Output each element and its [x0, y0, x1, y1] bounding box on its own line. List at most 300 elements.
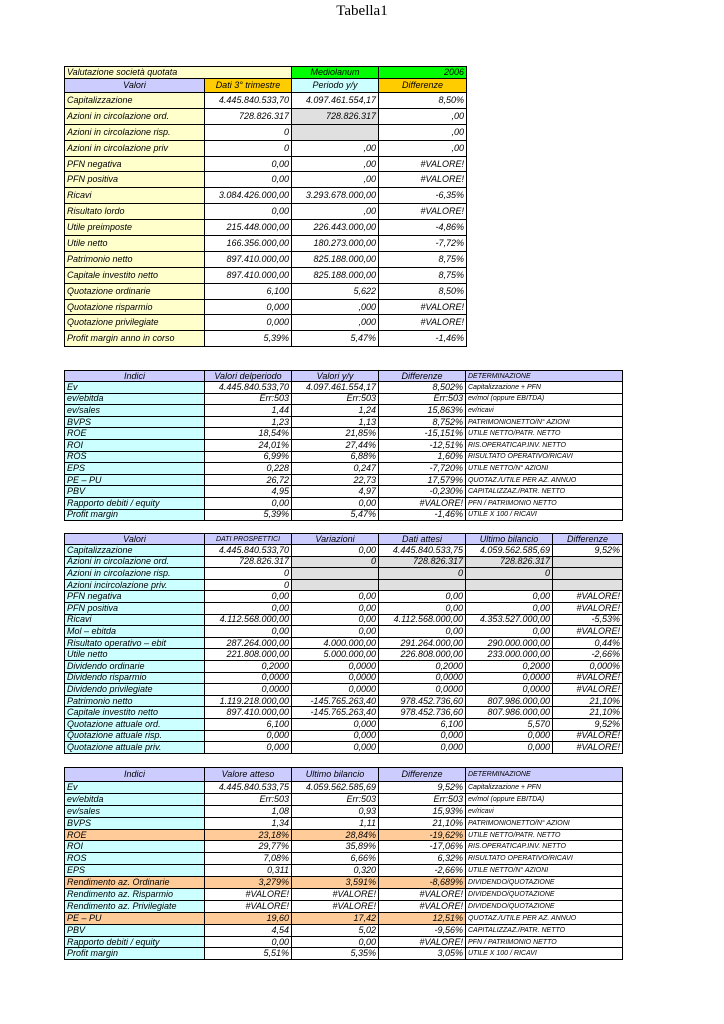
company-name: Mediolanum	[292, 67, 379, 79]
table-cell: 5,570	[466, 718, 553, 730]
table-cell	[466, 579, 553, 591]
row-label: ev/ebitda	[65, 793, 205, 805]
table-cell: UTILE NETTO/N° AZIONI	[466, 865, 623, 877]
table-cell: #VALORE!	[205, 900, 292, 912]
table-cell: #VALORE!	[379, 172, 467, 188]
table-row	[65, 140, 467, 156]
row-label: Capitalizzazione	[65, 93, 205, 109]
row-label: Patrimonio netto	[65, 251, 205, 267]
row-label: Mol – ebitda	[65, 626, 205, 638]
table-row	[65, 853, 623, 865]
table-cell: 4.112.568.000,00	[379, 614, 466, 626]
table-cell: 35,89%	[292, 841, 379, 853]
table-cell: 7,08%	[205, 853, 292, 865]
table-cell: 0,00	[292, 614, 379, 626]
row-label: PFN positiva	[65, 602, 205, 614]
table-cell: 0,00	[292, 602, 379, 614]
table-cell: -7,720%	[379, 463, 466, 475]
table-cell: 0,000%	[553, 660, 623, 672]
table-cell: ,000	[292, 315, 379, 331]
table-cell: 180.273.000,00	[292, 236, 379, 252]
row-label: Ev	[65, 782, 205, 794]
row-label: PBV	[65, 924, 205, 936]
table-cell: 0,000	[379, 730, 466, 742]
table-cell: 18,54%	[205, 428, 292, 440]
table-cell: RISULTATO OPERATIVO/RICAVI	[466, 853, 623, 865]
table-cell: 728.826.317	[466, 556, 553, 568]
table-cell: 0,0000	[379, 672, 466, 684]
table-row	[65, 220, 467, 236]
table-cell: 0,44%	[553, 637, 623, 649]
table-cell: 6,100	[205, 283, 292, 299]
table-cell: 0,00	[379, 602, 466, 614]
table-cell: 5,47%	[292, 509, 379, 521]
table-cell: 233.000.000,00	[466, 649, 553, 661]
table-cell: -7,72%	[379, 236, 467, 252]
table-cell: 3,05%	[379, 948, 466, 960]
table-cell: 0,00	[205, 172, 292, 188]
table-row	[65, 156, 467, 172]
table-row	[65, 900, 623, 912]
table-cell: 0,00	[292, 626, 379, 638]
table-cell: CAPITALIZZAZ./PATR. NETTO	[466, 486, 623, 498]
table-cell: -15,151%	[379, 428, 466, 440]
table-row	[65, 497, 623, 509]
table-cell: 5,39%	[205, 509, 292, 521]
table-row	[65, 649, 623, 661]
row-label: Rendimento az. Privilegiate	[65, 900, 205, 912]
table-cell: Err:503	[379, 793, 466, 805]
table-cell: 1,44	[205, 405, 292, 417]
table-row	[65, 865, 623, 877]
table-cell: 6,99%	[205, 451, 292, 463]
table-row	[65, 568, 623, 580]
table-cell: 4.445.840.533,75	[379, 545, 466, 557]
table-cell: 5,39%	[205, 331, 292, 347]
table-cell: 0,247	[292, 463, 379, 475]
table-cell: 0,000	[205, 315, 292, 331]
table-cell: 0,00	[292, 936, 379, 948]
table-cell: 9,52%	[379, 782, 466, 794]
table-cell: UTILE NETTO/PATR. NETTO	[466, 428, 623, 440]
row-label: Profit margin	[65, 948, 205, 960]
col-header: Differenze	[379, 79, 467, 93]
table-cell: 728.826.317	[292, 108, 379, 124]
table-cell: 4,54	[205, 924, 292, 936]
row-label: Rapporto debiti / equity	[65, 936, 205, 948]
table-cell: 28,84%	[292, 829, 379, 841]
table-row	[65, 626, 623, 638]
table-cell: RISULTATO OPERATIVO/RICAVI	[466, 451, 623, 463]
table-row	[65, 793, 623, 805]
row-label: ROI	[65, 439, 205, 451]
table-cell: -145.765.263,40	[292, 707, 379, 719]
table-cell: ,00	[379, 108, 467, 124]
col-header: Dati 3° trimestre	[205, 79, 292, 93]
row-label: Azioni in circolazione risp.	[65, 568, 205, 580]
table-cell: #VALORE!	[379, 497, 466, 509]
table-cell: PATRIMONIONETTO/N° AZIONI	[466, 416, 623, 428]
table-cell: RIS.OPERATICAP.INV. NETTO	[466, 841, 623, 853]
row-label: Risultato lordo	[65, 204, 205, 220]
table-cell: 5,47%	[292, 331, 379, 347]
table-cell: DIVIDENDO/QUOTAZIONE	[466, 889, 623, 901]
table-cell: UTILE NETTO/N° AZIONI	[466, 463, 623, 475]
row-label: Ricavi	[65, 614, 205, 626]
table-cell: 215.448.000,00	[205, 220, 292, 236]
table-cell: #VALORE!	[553, 591, 623, 603]
row-label: PE – PU	[65, 912, 205, 924]
row-label: PFN positiva	[65, 172, 205, 188]
table-cell: UTILE X 100 / RICAVI	[466, 509, 623, 521]
table-cell: 897.410.000,00	[205, 251, 292, 267]
table-cell: 0	[205, 568, 292, 580]
table-cell: #VALORE!	[553, 684, 623, 696]
row-label: Azioni in circolazione priv	[65, 140, 205, 156]
row-label: Quotazione risparmio	[65, 299, 205, 315]
table-cell: 0,00	[466, 602, 553, 614]
table-cell: 5,02	[292, 924, 379, 936]
table-cell: 19,60	[205, 912, 292, 924]
table-cell: 1,60%	[379, 451, 466, 463]
table-row	[65, 591, 623, 603]
table-row	[65, 936, 623, 948]
row-label: ROS	[65, 451, 205, 463]
table-cell: 4.097.461.554,17	[292, 93, 379, 109]
table-cell: QUOTAZ./UTILE PER AZ. ANNUO	[466, 912, 623, 924]
table-cell: 3,279%	[205, 877, 292, 889]
table-cell: 0	[205, 140, 292, 156]
row-label: Quotazione attuale ord.	[65, 718, 205, 730]
table-cell: 0,00	[205, 591, 292, 603]
col-header: Periodo y/y	[292, 79, 379, 93]
table-cell: 21,10%	[379, 817, 466, 829]
table-cell: 4.353.527.000,00	[466, 614, 553, 626]
table-cell: #VALORE!	[379, 889, 466, 901]
table-row	[65, 742, 623, 754]
table-cell: 221.808.000,00	[205, 649, 292, 661]
table-cell: 6,66%	[292, 853, 379, 865]
col-header: DETERMINAZIONE	[466, 768, 623, 782]
table-row	[65, 251, 467, 267]
row-label: ev/sales	[65, 805, 205, 817]
table-cell: 21,10%	[553, 695, 623, 707]
row-label: EPS	[65, 865, 205, 877]
row-label: Quotazione attuale risp.	[65, 730, 205, 742]
row-label: PFN negativa	[65, 156, 205, 172]
table-row	[65, 405, 623, 417]
table-cell: -19,62%	[379, 829, 466, 841]
table-row	[65, 684, 623, 696]
table-cell: Capitalizzazione + PFN	[466, 782, 623, 794]
table-cell: #VALORE!	[379, 204, 467, 220]
col-header: DETERMINAZIONE	[466, 371, 623, 382]
row-label: Dividendo privilegiate	[65, 684, 205, 696]
row-label: Capitale investito netto	[65, 707, 205, 719]
table-cell: #VALORE!	[292, 889, 379, 901]
table-cell: 1,23	[205, 416, 292, 428]
table-cell: #VALORE!	[379, 315, 467, 331]
table-cell: 0,0000	[292, 684, 379, 696]
table-cell: 0,93	[292, 805, 379, 817]
row-label: Rapporto debiti / equity	[65, 497, 205, 509]
table-row	[65, 637, 623, 649]
table-cell: #VALORE!	[553, 602, 623, 614]
row-label: ev/ebitda	[65, 393, 205, 405]
table-row	[65, 660, 623, 672]
table-cell: 9,52%	[553, 718, 623, 730]
row-label: Patrimonio netto	[65, 695, 205, 707]
table-cell: 290.000.000,00	[466, 637, 553, 649]
table-cell: 17,42	[292, 912, 379, 924]
table-cell: -1,46%	[379, 509, 466, 521]
table-row	[65, 614, 623, 626]
table-cell: CAPITALIZZAZ./PATR. NETTO	[466, 924, 623, 936]
table-cell: -2,66%	[379, 865, 466, 877]
table-cell: 0	[379, 568, 466, 580]
table-cell: ,00	[292, 172, 379, 188]
table-cell: 0,00	[205, 204, 292, 220]
table-cell: UTILE X 100 / RICAVI	[466, 948, 623, 960]
row-label: ROE	[65, 428, 205, 440]
table-row	[65, 267, 467, 283]
row-label: ROS	[65, 853, 205, 865]
row-label: Capitalizzazione	[65, 545, 205, 557]
table-cell: 0,000	[292, 730, 379, 742]
table-row	[65, 924, 623, 936]
table-row	[65, 439, 623, 451]
table-cell: -0,230%	[379, 486, 466, 498]
row-label: Ricavi	[65, 188, 205, 204]
table-cell: 226.808.000,00	[379, 649, 466, 661]
row-label: Ev	[65, 382, 205, 394]
table-cell: 825.188.000,00	[292, 251, 379, 267]
table-cell: Err:503	[292, 393, 379, 405]
table-row	[65, 877, 623, 889]
row-label: Dividendo risparmio	[65, 672, 205, 684]
table-row	[65, 315, 467, 331]
table-cell: ev/ricavi	[466, 405, 623, 417]
table-cell: 0,000	[205, 730, 292, 742]
table-cell: ,00	[292, 156, 379, 172]
table-row	[65, 124, 467, 140]
table-cell: 21,85%	[292, 428, 379, 440]
table-cell: 3.084.426.000,00	[205, 188, 292, 204]
table-cell: 4.059.562.585,69	[292, 782, 379, 794]
table-row	[65, 948, 623, 960]
table-cell: 0,00	[379, 591, 466, 603]
row-label: BVPS	[65, 416, 205, 428]
table-cell: DIVIDENDO/QUOTAZIONE	[466, 900, 623, 912]
table-cell: 3,591%	[292, 877, 379, 889]
table-cell: 24,01%	[205, 439, 292, 451]
table-row	[65, 556, 623, 568]
table-cell: 6,100	[205, 718, 292, 730]
table-cell: 5,51%	[205, 948, 292, 960]
table-cell: PFN / PATRIMONIO NETTO	[466, 497, 623, 509]
table-row	[65, 545, 623, 557]
table-cell	[553, 579, 623, 591]
col-header: Indici	[65, 768, 205, 782]
col-header: Dati attesi	[379, 534, 466, 545]
table-cell: 8,75%	[379, 267, 467, 283]
table-cell: PFN / PATRIMONIO NETTO	[466, 936, 623, 948]
table-row	[65, 204, 467, 220]
table-cell: 728.826.317	[205, 556, 292, 568]
row-label: Azioni in circolazione ord.	[65, 108, 205, 124]
col-header: Valori	[65, 534, 205, 545]
row-label: PFN negativa	[65, 591, 205, 603]
table-cell: 6,100	[379, 718, 466, 730]
table-cell: 0,00	[205, 602, 292, 614]
table-row	[65, 912, 623, 924]
table-cell: ,000	[292, 299, 379, 315]
table-cell: #VALORE!	[553, 730, 623, 742]
row-label: ROI	[65, 841, 205, 853]
table-cell: 0,0000	[292, 672, 379, 684]
table-row	[65, 602, 623, 614]
col-header: Ultimo bilancio	[466, 534, 553, 545]
table-row	[65, 236, 467, 252]
table-cell: UTILE NETTO/PATR. NETTO	[466, 829, 623, 841]
table-cell: #VALORE!	[379, 299, 467, 315]
table-cell: Err:503	[292, 793, 379, 805]
table-cell: 978.452.736,60	[379, 707, 466, 719]
table-cell: 8,50%	[379, 283, 467, 299]
table-cell: 4.445.840.533,70	[205, 93, 292, 109]
row-label: Profit margin	[65, 509, 205, 521]
table-cell: 8,502%	[379, 382, 466, 394]
table-cell: -17,06%	[379, 841, 466, 853]
table-cell: 17,579%	[379, 474, 466, 486]
table-cell: -2,66%	[553, 649, 623, 661]
table-row	[65, 451, 623, 463]
row-label: Azioni in circolazione ord.	[65, 556, 205, 568]
table-cell: -8,689%	[379, 877, 466, 889]
table-cell: DIVIDENDO/QUOTAZIONE	[466, 877, 623, 889]
table-cell: 0,0000	[205, 684, 292, 696]
valuation-title: Valutazione società quotata	[65, 67, 292, 79]
col-header: Valore atteso	[205, 768, 292, 782]
col-header: Differenze	[379, 371, 466, 382]
table-cell	[292, 579, 379, 591]
row-label: Dividendo ordinarie	[65, 660, 205, 672]
col-header: Differenze	[379, 768, 466, 782]
table-cell: ,00	[292, 204, 379, 220]
table-cell: ,00	[292, 140, 379, 156]
table-row	[65, 463, 623, 475]
row-label: Utile netto	[65, 236, 205, 252]
table-cell: 6,32%	[379, 853, 466, 865]
table-cell: 807.986.000,00	[466, 695, 553, 707]
table-cell: 0,00	[205, 626, 292, 638]
table-cell: 8,752%	[379, 416, 466, 428]
table-cell: 9,52%	[553, 545, 623, 557]
table-cell: -4,86%	[379, 220, 467, 236]
table-cell	[292, 124, 379, 140]
table-row	[65, 416, 623, 428]
table-row	[65, 829, 623, 841]
table-cell: 1,11	[292, 817, 379, 829]
table-cell: 15,93%	[379, 805, 466, 817]
table-cell: 0,000	[292, 718, 379, 730]
table-cell: 0,000	[379, 742, 466, 754]
table-cell: 728.826.317	[379, 556, 466, 568]
table-cell: 1.119.218.000,00	[205, 695, 292, 707]
table-cell: 1,34	[205, 817, 292, 829]
table-row	[65, 283, 467, 299]
row-label: Utile netto	[65, 649, 205, 661]
table-cell: ,00	[379, 140, 467, 156]
table-cell: 897.410.000,00	[205, 707, 292, 719]
table-cell: RIS.OPERATICAP.INV. NETTO	[466, 439, 623, 451]
col-header: Differenze	[553, 534, 623, 545]
table-cell: 29,77%	[205, 841, 292, 853]
table-row	[65, 707, 623, 719]
col-header: Valori y/y	[292, 371, 379, 382]
table-cell: 0,0000	[466, 672, 553, 684]
table-row	[65, 393, 623, 405]
table-row	[65, 428, 623, 440]
table-cell: 1,08	[205, 805, 292, 817]
row-label: Utile preimposte	[65, 220, 205, 236]
table-row	[65, 817, 623, 829]
row-label: Profit margin anno in corso	[65, 331, 205, 347]
table-cell: 0	[292, 556, 379, 568]
table-row	[65, 509, 623, 521]
table-cell: 27,44%	[292, 439, 379, 451]
table-cell: #VALORE!	[292, 900, 379, 912]
table-cell: 0,320	[292, 865, 379, 877]
table-cell: 6,88%	[292, 451, 379, 463]
table-cell: 4,95	[205, 486, 292, 498]
table-cell: Err:503	[205, 793, 292, 805]
col-header: DATI PROSPETTICI	[205, 534, 292, 545]
table-cell: Capitalizzazione + PFN	[466, 382, 623, 394]
table-cell: #VALORE!	[553, 626, 623, 638]
table-row	[65, 108, 467, 124]
table-cell: 291.264.000,00	[379, 637, 466, 649]
table-cell: 0,228	[205, 463, 292, 475]
table-cell	[553, 556, 623, 568]
table-cell: 26,72	[205, 474, 292, 486]
table-cell: 0,00	[205, 156, 292, 172]
col-header: Valori	[65, 79, 205, 93]
table-cell: 0,0000	[379, 684, 466, 696]
table-cell: 0,000	[292, 742, 379, 754]
table-cell: ev/ricavi	[466, 805, 623, 817]
col-header: Variazioni	[292, 534, 379, 545]
table-cell: 0,00	[292, 545, 379, 557]
table-cell: #VALORE!	[553, 742, 623, 754]
table-cell: Err:503	[205, 393, 292, 405]
table-cell: 825.188.000,00	[292, 267, 379, 283]
expected-indices-table	[64, 767, 623, 960]
table-cell: 0,00	[466, 626, 553, 638]
table-cell: 8,50%	[379, 93, 467, 109]
table-cell: 0,00	[292, 497, 379, 509]
table-cell: #VALORE!	[553, 672, 623, 684]
table-row	[65, 188, 467, 204]
row-label: EPS	[65, 463, 205, 475]
table-row	[65, 672, 623, 684]
indices-table	[64, 370, 623, 521]
table-cell: 4.112.568.000,00	[205, 614, 292, 626]
table-cell: 12,51%	[379, 912, 466, 924]
table-cell: 4.000.000,00	[292, 637, 379, 649]
table-row	[65, 382, 623, 394]
table-cell: 22,73	[292, 474, 379, 486]
